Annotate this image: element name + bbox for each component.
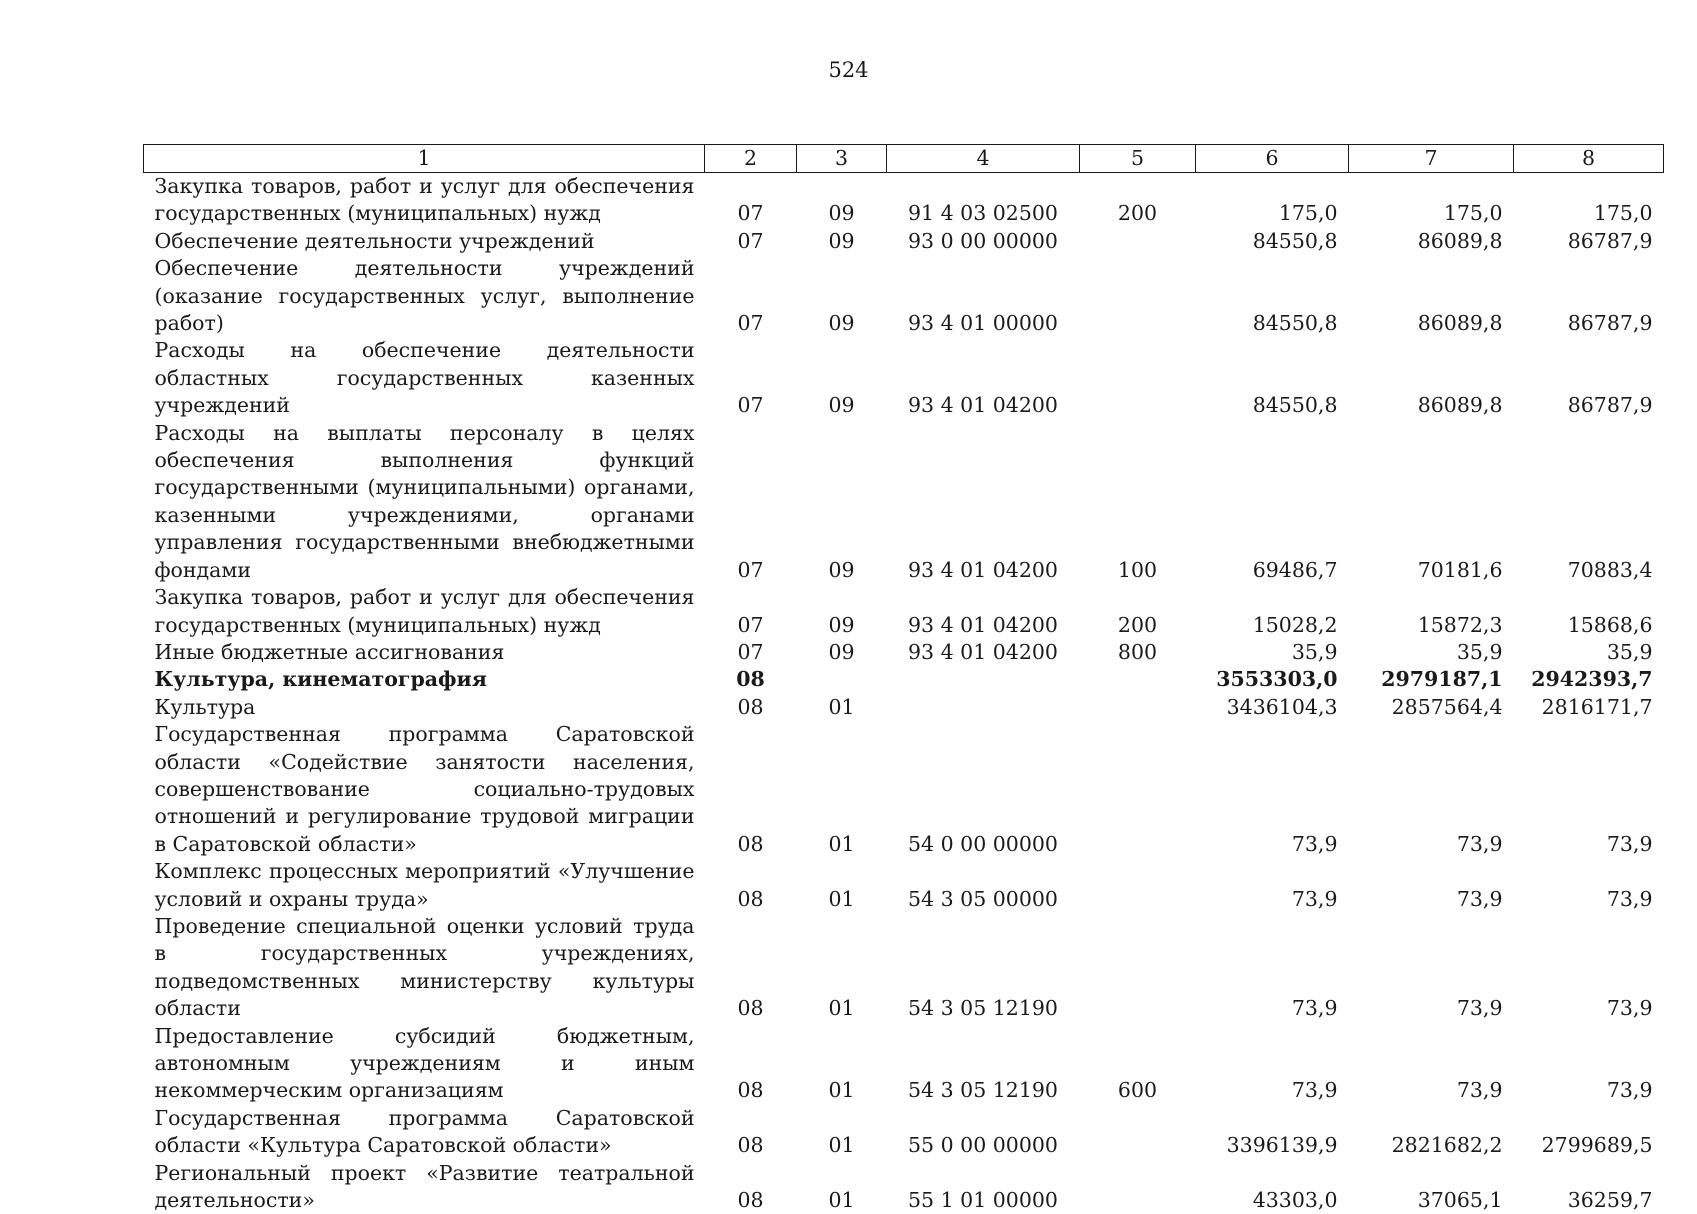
row-expense-type: 200 — [1080, 584, 1196, 639]
row-section: 07 — [705, 255, 797, 337]
row-value-col8: 73,9 — [1514, 913, 1664, 1023]
table-row — [144, 721, 1664, 858]
row-value-col7: 73,9 — [1349, 721, 1514, 858]
row-expense-type — [1080, 1160, 1196, 1214]
header-col-4: 4 — [887, 145, 1080, 173]
row-value-col8: 36259,7 — [1514, 1160, 1664, 1214]
header-col-5: 5 — [1080, 145, 1196, 173]
row-subsection: 01 — [797, 913, 887, 1023]
row-value-col8: 2816171,7 — [1514, 694, 1664, 721]
row-subsection — [797, 666, 887, 693]
row-value-col6: 3553303,0 — [1196, 666, 1349, 693]
table-header — [144, 145, 1664, 173]
row-value-col6: 73,9 — [1196, 858, 1349, 913]
row-value-col6: 73,9 — [1196, 721, 1349, 858]
header-col-8: 8 — [1514, 145, 1664, 173]
row-expense-type — [1080, 337, 1196, 419]
table-row — [144, 173, 1664, 228]
row-expense-type: 200 — [1080, 173, 1196, 228]
row-expense-type — [1080, 228, 1196, 255]
row-subsection: 09 — [797, 173, 887, 228]
row-value-col7: 2979187,1 — [1349, 666, 1514, 693]
page-number: 524 — [0, 58, 1697, 82]
row-target-code: 54 0 00 00000 — [887, 721, 1080, 858]
header-col-2: 2 — [705, 145, 797, 173]
row-value-col6: 175,0 — [1196, 173, 1349, 228]
row-value-col8: 86787,9 — [1514, 337, 1664, 419]
row-section: 08 — [705, 858, 797, 913]
row-section: 08 — [705, 1023, 797, 1105]
row-section: 07 — [705, 420, 797, 584]
row-value-col6: 84550,8 — [1196, 228, 1349, 255]
table-body — [144, 173, 1664, 1214]
row-value-col8: 73,9 — [1514, 858, 1664, 913]
header-col-6: 6 — [1196, 145, 1349, 173]
row-target-code: 54 3 05 12190 — [887, 1023, 1080, 1105]
row-name: Региональный проект «Развитие театральной деятельности» — [144, 1160, 705, 1214]
row-value-col6: 73,9 — [1196, 1023, 1349, 1105]
table-row — [144, 1105, 1664, 1160]
row-name: Обеспечение деятельности учреждений (оказание государственных услуг, выполнение работ) — [144, 255, 705, 337]
row-section: 07 — [705, 639, 797, 666]
row-value-col6: 43303,0 — [1196, 1160, 1349, 1214]
row-target-code: 55 1 01 00000 — [887, 1160, 1080, 1214]
row-value-col7: 73,9 — [1349, 858, 1514, 913]
row-target-code — [887, 666, 1080, 693]
row-name: Закупка товаров, работ и услуг для обеспечения государственных (муниципальных) нужд — [144, 173, 705, 228]
row-section: 08 — [705, 694, 797, 721]
row-section: 08 — [705, 666, 797, 693]
row-subsection: 01 — [797, 858, 887, 913]
row-target-code: 93 4 01 04200 — [887, 639, 1080, 666]
row-value-col6: 35,9 — [1196, 639, 1349, 666]
table-row — [144, 694, 1664, 721]
row-section: 08 — [705, 721, 797, 858]
row-expense-type — [1080, 858, 1196, 913]
table-row — [144, 1160, 1664, 1214]
row-value-col7: 35,9 — [1349, 639, 1514, 666]
table-row — [144, 1023, 1664, 1105]
row-target-code: 55 0 00 00000 — [887, 1105, 1080, 1160]
row-value-col7: 2857564,4 — [1349, 694, 1514, 721]
row-value-col8: 86787,9 — [1514, 228, 1664, 255]
row-section: 08 — [705, 1160, 797, 1214]
row-value-col7: 70181,6 — [1349, 420, 1514, 584]
row-target-code — [887, 694, 1080, 721]
row-value-col8: 73,9 — [1514, 721, 1664, 858]
row-value-col8: 2799689,5 — [1514, 1105, 1664, 1160]
row-expense-type — [1080, 255, 1196, 337]
row-value-col7: 2821682,2 — [1349, 1105, 1514, 1160]
row-target-code: 93 4 01 04200 — [887, 584, 1080, 639]
row-value-col7: 37065,1 — [1349, 1160, 1514, 1214]
row-subsection: 01 — [797, 1105, 887, 1160]
row-subsection: 09 — [797, 337, 887, 419]
row-subsection: 09 — [797, 639, 887, 666]
row-expense-type — [1080, 666, 1196, 693]
row-name: Предоставление субсидий бюджетным, автономным учреждениям и иным некоммерческим организациям — [144, 1023, 705, 1105]
row-name: Расходы на обеспечение деятельности областных государственных казенных учреждений — [144, 337, 705, 419]
row-target-code: 93 4 01 04200 — [887, 420, 1080, 584]
header-row — [144, 145, 1664, 173]
table-row — [144, 228, 1664, 255]
row-subsection: 09 — [797, 228, 887, 255]
row-target-code: 93 0 00 00000 — [887, 228, 1080, 255]
row-expense-type — [1080, 694, 1196, 721]
header-col-1: 1 — [144, 145, 705, 173]
row-subsection: 01 — [797, 694, 887, 721]
row-subsection: 01 — [797, 1160, 887, 1214]
row-value-col6: 73,9 — [1196, 913, 1349, 1023]
row-name: Культура — [144, 694, 705, 721]
row-value-col8: 2942393,7 — [1514, 666, 1664, 693]
row-name: Проведение специальной оценки условий труда в государственных учреждениях, подведомственных министерству культуры области — [144, 913, 705, 1023]
row-name: Государственная программа Саратовской области «Культура Саратовской области» — [144, 1105, 705, 1160]
row-name: Комплекс процессных мероприятий «Улучшение условий и охраны труда» — [144, 858, 705, 913]
row-subsection: 09 — [797, 584, 887, 639]
header-col-7: 7 — [1349, 145, 1514, 173]
row-value-col7: 86089,8 — [1349, 255, 1514, 337]
row-target-code: 54 3 05 00000 — [887, 858, 1080, 913]
row-name: Культура, кинематография — [144, 666, 705, 693]
row-value-col7: 15872,3 — [1349, 584, 1514, 639]
row-expense-type — [1080, 721, 1196, 858]
row-section: 08 — [705, 1105, 797, 1160]
row-name: Расходы на выплаты персоналу в целях обеспечения выполнения функций государственными (муниципальными) органами, казенными учреждениями, органами управления государственными внебюджетными фондами — [144, 420, 705, 584]
row-name: Государственная программа Саратовской области «Содействие занятости населения, совершенствование социально-трудовых отношений и регулирование трудовой миграции в Саратовской области» — [144, 721, 705, 858]
row-subsection: 09 — [797, 255, 887, 337]
row-value-col8: 15868,6 — [1514, 584, 1664, 639]
row-section: 07 — [705, 228, 797, 255]
table-row — [144, 255, 1664, 337]
table-row — [144, 584, 1664, 639]
row-value-col7: 86089,8 — [1349, 228, 1514, 255]
row-name: Иные бюджетные ассигнования — [144, 639, 705, 666]
row-target-code: 91 4 03 02500 — [887, 173, 1080, 228]
row-subsection: 09 — [797, 420, 887, 584]
row-expense-type — [1080, 1105, 1196, 1160]
row-subsection: 01 — [797, 1023, 887, 1105]
row-value-col8: 73,9 — [1514, 1023, 1664, 1105]
row-section: 08 — [705, 913, 797, 1023]
row-section: 07 — [705, 173, 797, 228]
row-value-col6: 3436104,3 — [1196, 694, 1349, 721]
row-expense-type — [1080, 913, 1196, 1023]
table-row — [144, 666, 1664, 693]
row-value-col8: 70883,4 — [1514, 420, 1664, 584]
row-section: 07 — [705, 337, 797, 419]
row-target-code: 54 3 05 12190 — [887, 913, 1080, 1023]
budget-table — [143, 144, 1664, 1214]
row-value-col6: 69486,7 — [1196, 420, 1349, 584]
row-subsection: 01 — [797, 721, 887, 858]
row-expense-type: 800 — [1080, 639, 1196, 666]
header-col-3: 3 — [797, 145, 887, 173]
row-value-col8: 35,9 — [1514, 639, 1664, 666]
table-row — [144, 913, 1664, 1023]
row-expense-type: 100 — [1080, 420, 1196, 584]
table-row — [144, 639, 1664, 666]
row-expense-type: 600 — [1080, 1023, 1196, 1105]
row-name: Закупка товаров, работ и услуг для обеспечения государственных (муниципальных) нужд — [144, 584, 705, 639]
row-value-col7: 73,9 — [1349, 1023, 1514, 1105]
row-value-col7: 73,9 — [1349, 913, 1514, 1023]
row-value-col7: 175,0 — [1349, 173, 1514, 228]
row-target-code: 93 4 01 00000 — [887, 255, 1080, 337]
row-value-col8: 175,0 — [1514, 173, 1664, 228]
row-value-col8: 86787,9 — [1514, 255, 1664, 337]
row-value-col6: 84550,8 — [1196, 255, 1349, 337]
table-row — [144, 337, 1664, 419]
row-target-code: 93 4 01 04200 — [887, 337, 1080, 419]
table-row — [144, 420, 1664, 584]
row-value-col6: 3396139,9 — [1196, 1105, 1349, 1160]
row-value-col6: 15028,2 — [1196, 584, 1349, 639]
row-value-col7: 86089,8 — [1349, 337, 1514, 419]
table-row — [144, 858, 1664, 913]
row-value-col6: 84550,8 — [1196, 337, 1349, 419]
row-section: 07 — [705, 584, 797, 639]
row-name: Обеспечение деятельности учреждений — [144, 228, 705, 255]
